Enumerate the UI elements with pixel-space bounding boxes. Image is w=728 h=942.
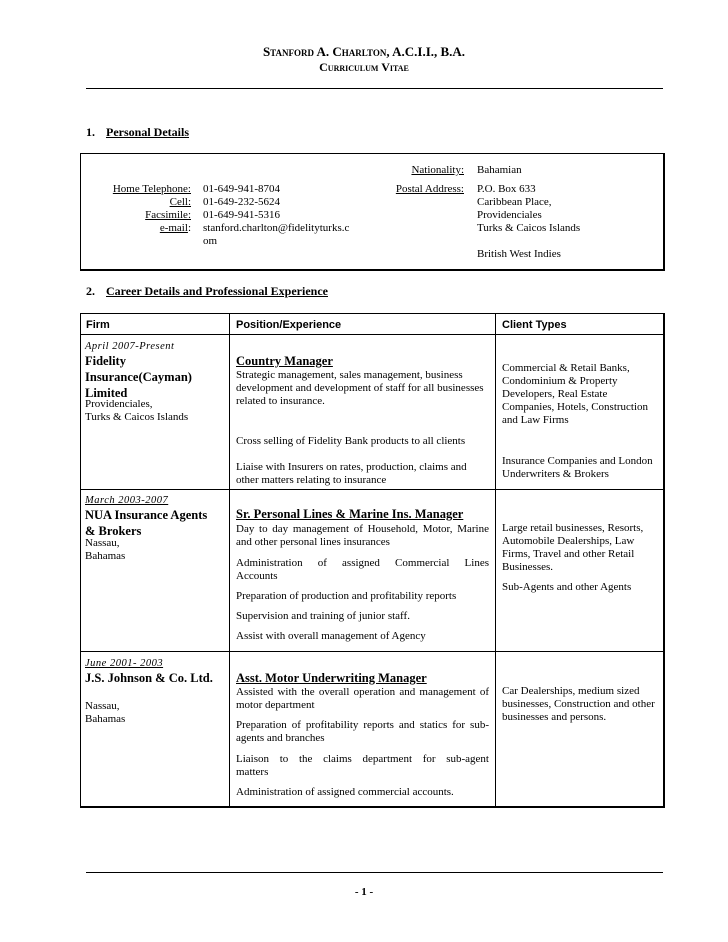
row-divider [80, 651, 664, 652]
job-clients: Large retail businesses, Resorts, Automobile Dealerships, Law Firms, Travel and other Retail Businesses. [502, 522, 644, 573]
firm-line: & Brokers [85, 524, 142, 538]
job-duty: Supervision and training of junior staff. [236, 610, 410, 622]
job-position: Sr. Personal Lines & Marine Ins. Manager [236, 507, 464, 521]
job-clients: Commercial & Retail Banks, Condominium & Property Developers, Real Estate Companies, Hotels, Construction and Law Firms [502, 362, 649, 426]
home-telephone-label: Home Telephone: [112, 183, 191, 195]
job-duty: Assisted with the overall operation and management of motor department [236, 686, 489, 711]
job-firm [85, 353, 192, 401]
job-duty: Administration of assigned Commercial Lines Accounts [236, 557, 489, 582]
column-header-position: Position/Experience [236, 319, 342, 331]
firm-line: Fidelity [85, 354, 126, 368]
page-number: - 1 - [354, 886, 374, 898]
location-line: Nassau, [85, 537, 120, 549]
job-duty: Cross selling of Fidelity Bank products to all clients [236, 435, 466, 447]
location-line: Nassau, [85, 700, 120, 712]
section-title: Career Details and Professional Experience [106, 284, 328, 298]
cell-label: Cell: [169, 196, 191, 208]
nationality-label: Nationality: [411, 164, 464, 176]
column-divider [495, 313, 496, 807]
column-divider [229, 313, 230, 807]
job-location [85, 700, 125, 726]
header-rule [86, 88, 663, 89]
row-divider [80, 334, 664, 335]
job-location [85, 537, 125, 563]
section-title: Personal Details [106, 125, 189, 139]
location-line: Bahamas [85, 550, 126, 562]
job-location [85, 398, 188, 424]
section-number: 2. [86, 284, 95, 298]
job-duty: Administration of assigned commercial accounts. [236, 786, 454, 798]
job-firm: J.S. Johnson & Co. Ltd. [85, 671, 213, 685]
postal-line-2: Caribbean Place, [477, 196, 552, 208]
job-duty: Day to day management of Household, Motor, Marine and other personal lines insurances [236, 523, 489, 548]
location-line: Bahamas [85, 713, 126, 725]
section-2-heading [86, 284, 328, 299]
cv-name: Stanford A. Charlton, A.C.I.I., B.A. [262, 44, 466, 59]
cell-value: 01-649-232-5624 [203, 196, 280, 208]
postal-line-1: P.O. Box 633 [477, 183, 536, 195]
job-firm [85, 507, 207, 539]
job-clients: Sub-Agents and other Agents [502, 581, 632, 593]
location-line: Turks & Caicos Islands [85, 411, 189, 423]
job-duty: Preparation of production and profitability reports [236, 590, 457, 602]
postal-line-4: Turks & Caicos Islands [477, 222, 581, 234]
job-clients: Insurance Companies and London Underwriters & Brokers [502, 455, 653, 480]
postal-line-5: British West Indies [477, 248, 561, 260]
job-position: Asst. Motor Underwriting Manager [236, 671, 427, 685]
email-label-wrap: e-mail: [159, 222, 191, 234]
job-date: April 2007-Present [85, 341, 175, 352]
job-date: June 2001- 2003 [85, 658, 164, 669]
column-header-clients: Client Types [502, 319, 567, 331]
email-value-line1: stanford.charlton@fidelityturks.c [203, 222, 350, 234]
postal-address-label: Postal Address: [395, 183, 464, 195]
job-date: March 2003-2007 [85, 495, 169, 506]
job-duty: Assist with overall management of Agency [236, 630, 426, 642]
email-value-line2: om [203, 235, 218, 247]
row-divider [80, 489, 664, 490]
postal-line-3: Providenciales [477, 209, 542, 221]
facsimile-label: Facsimile: [145, 209, 191, 221]
job-duty: Strategic management, sales management, business development and development of staff for all businesses related to insurance. [236, 369, 484, 407]
section-number: 1. [86, 125, 95, 139]
cv-subtitle: Curriculum Vitae [319, 60, 409, 74]
firm-line: NUA Insurance Agents [85, 508, 208, 522]
nationality-value: Bahamian [477, 164, 522, 176]
firm-line: Limited [85, 386, 128, 400]
job-duty: Liaison to the claims department for sub-agent matters [236, 753, 489, 778]
email-label: e-mail [159, 222, 188, 234]
footer-rule [86, 872, 663, 873]
job-clients: Car Dealerships, medium sized businesses, Construction and other businesses and persons. [502, 685, 655, 723]
firm-line: Insurance(Cayman) [85, 370, 192, 384]
section-1-heading [86, 125, 189, 140]
facsimile-value: 01-649-941-5316 [203, 209, 280, 221]
home-telephone-value: 01-649-941-8704 [203, 183, 280, 195]
job-duty: Liaise with Insurers on rates, production, claims and other matters relating to insurance [236, 461, 467, 486]
location-line: Providenciales, [85, 398, 153, 410]
column-header-firm: Firm [86, 319, 110, 331]
job-position: Country Manager [236, 354, 333, 368]
job-duty: Preparation of profitability reports and statics for sub-agents and branches [236, 719, 489, 744]
